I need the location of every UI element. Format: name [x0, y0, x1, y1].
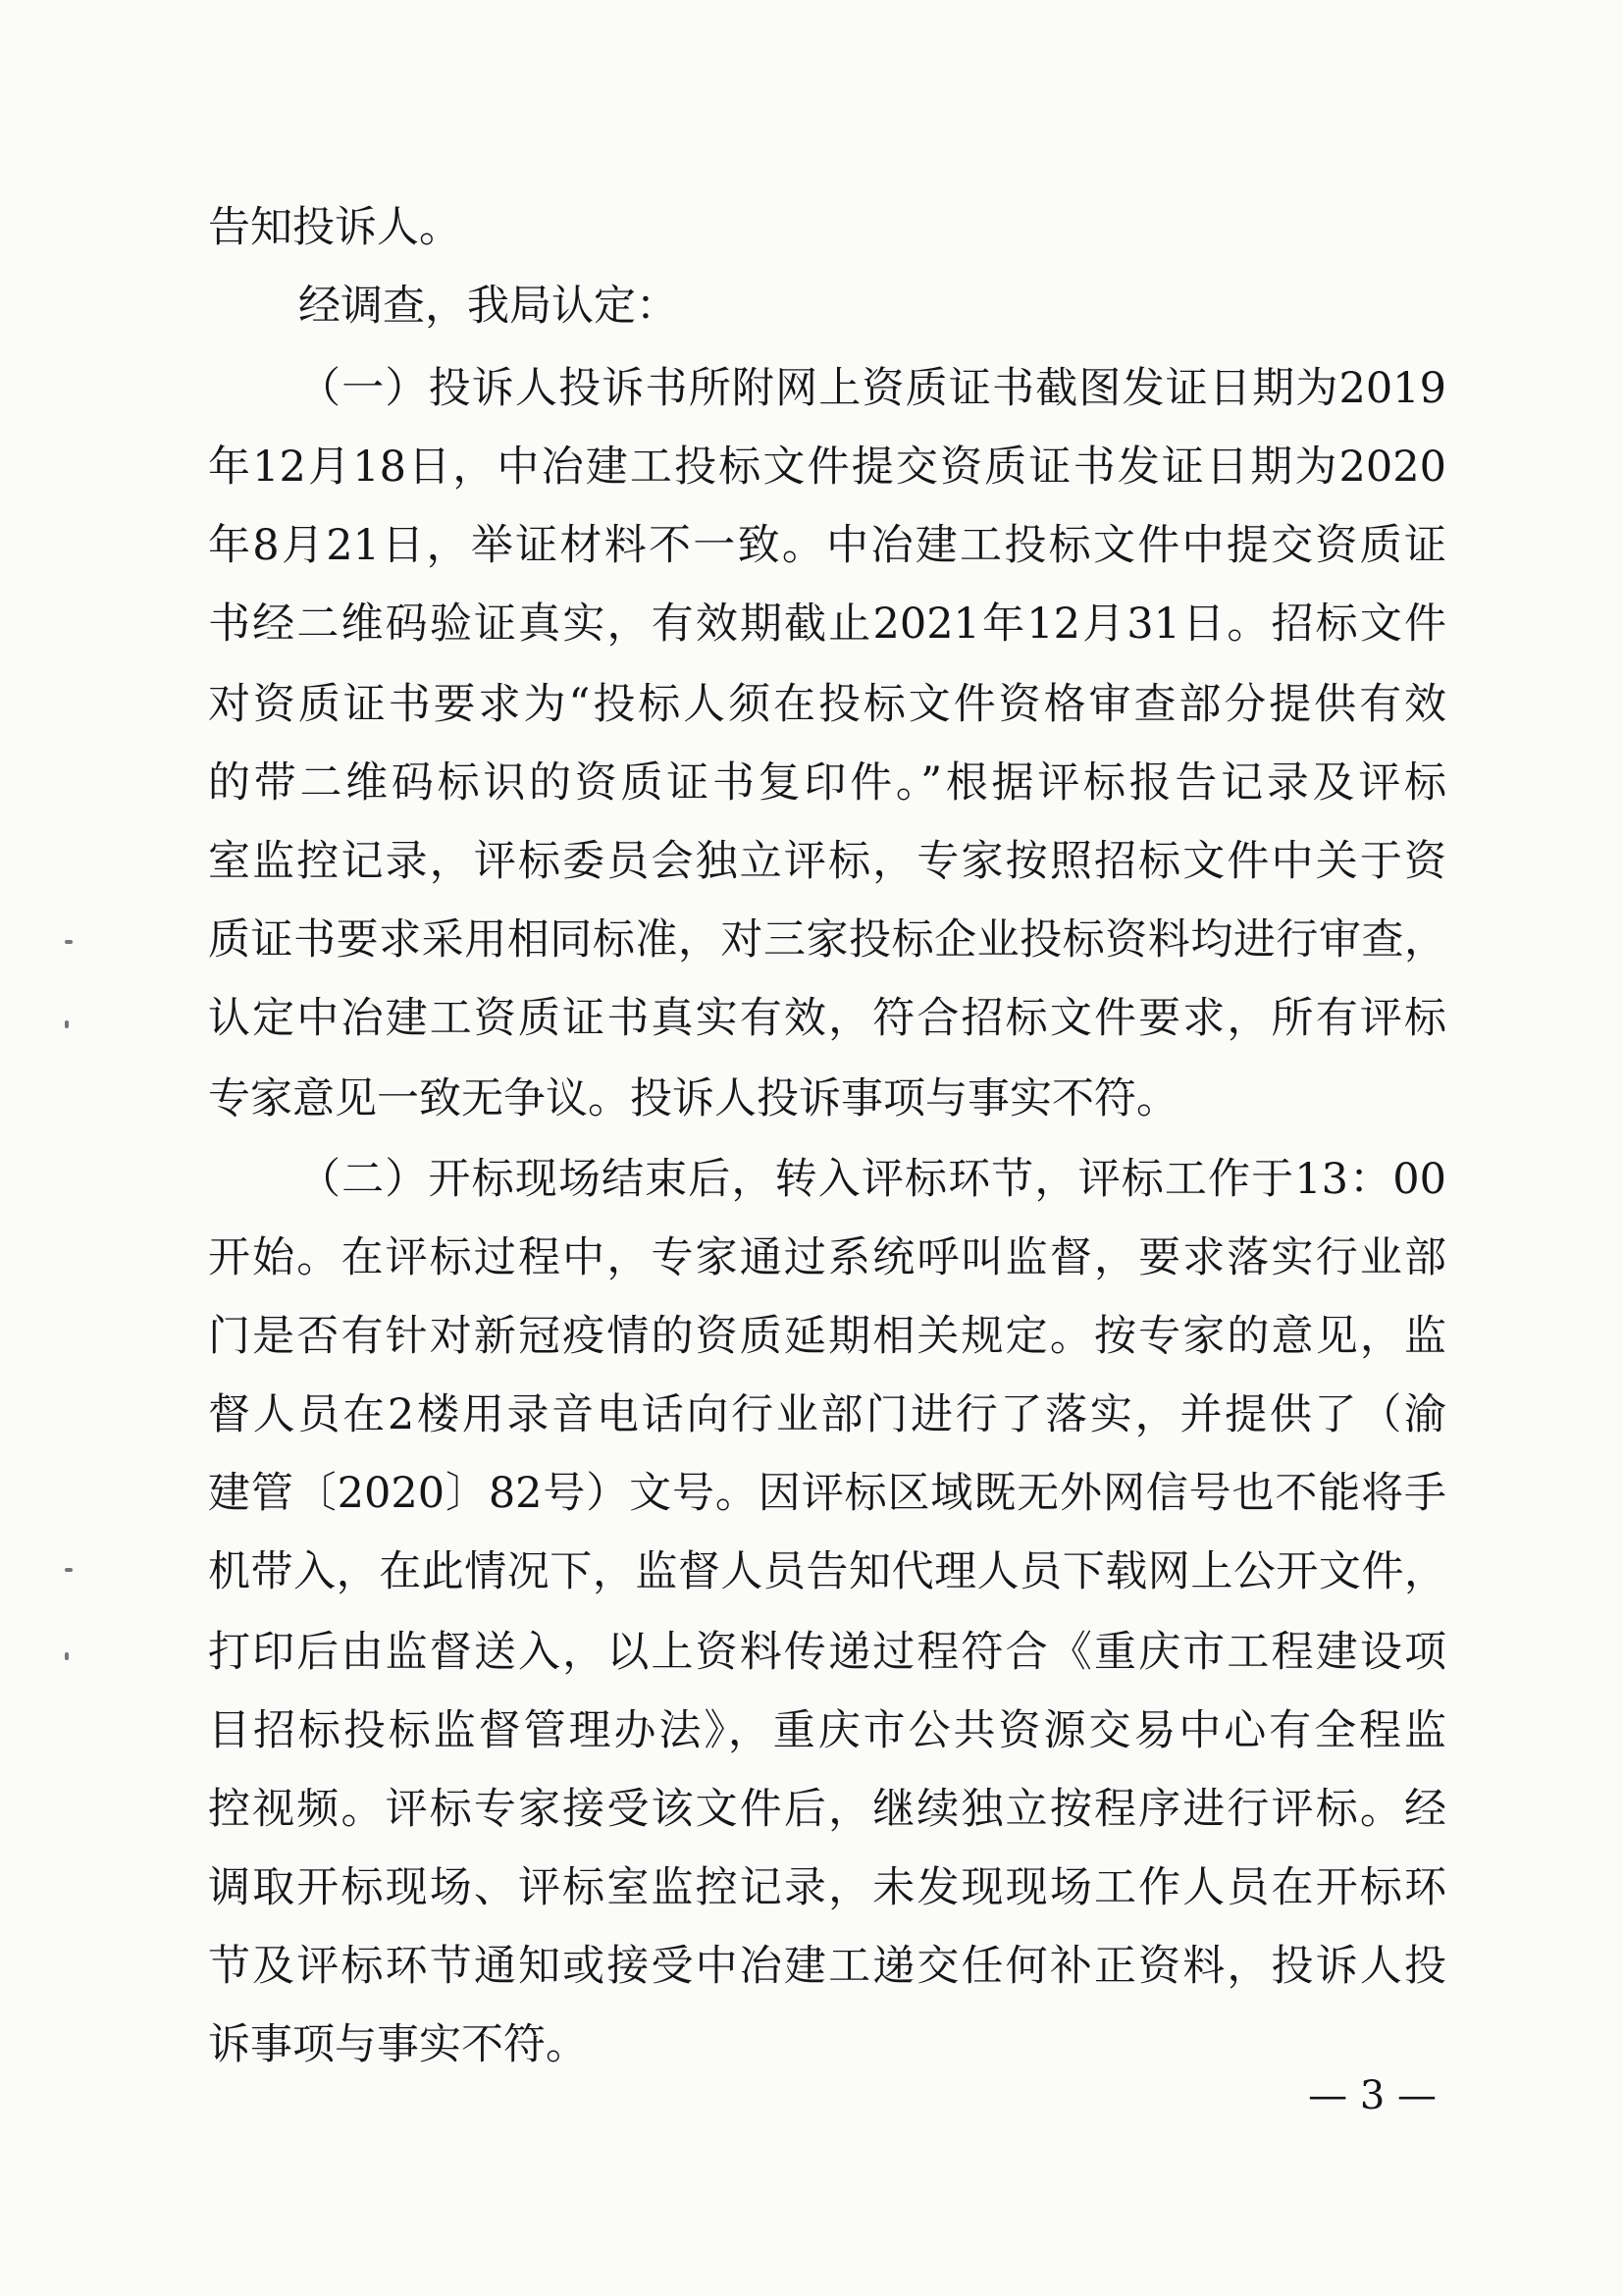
body-line: 室监控记录，评标委员会独立评标，专家按照招标文件中关于资 [208, 837, 1446, 886]
paragraph-two-start: （二）开标现场结束后，转入评标环节，评标工作于13：00 [298, 1155, 1446, 1204]
body-line: 质证书要求采用相同标准，对三家投标企业投标资料均进行审查， [208, 915, 1446, 965]
binding-mark [65, 1652, 69, 1660]
body-line: 的带二维码标识的资质证书复印件。”根据评标报告记录及评标 [208, 758, 1446, 808]
binding-mark [65, 1568, 73, 1572]
body-line: 认定中冶建工资质证书真实有效，符合招标文件要求，所有评标 [208, 994, 1446, 1043]
paragraph-one-start: （一）投诉人投诉书所附网上资质证书截图发证日期为2019 [298, 364, 1446, 413]
body-line: 调取开标现场、评标室监控记录，未发现现场工作人员在开标环 [208, 1863, 1446, 1912]
page-number: — 3 — [1308, 2073, 1437, 2118]
body-line: 对资质证书要求为“投标人须在投标文件资格审查部分提供有效 [208, 680, 1446, 729]
body-line: 诉事项与事实不符。 [208, 2020, 588, 2069]
body-line: 专家意见一致无争议。投诉人投诉事项与事实不符。 [208, 1074, 1178, 1123]
body-line: 年12月18日，中冶建工投标文件提交资质证书发证日期为2020 [208, 443, 1446, 492]
body-line: 控视频。评标专家接受该文件后，继续独立按程序进行评标。经 [208, 1785, 1446, 1834]
binding-mark [65, 940, 73, 944]
paragraph-intro: 经调查，我局认定： [298, 282, 678, 331]
body-line: 建管〔2020〕82号）文号。因评标区域既无外网信号也不能将手 [208, 1469, 1446, 1518]
body-line: 开始。在评标过程中，专家通过系统呼叫监督，要求落实行业部 [208, 1233, 1446, 1282]
binding-mark [65, 1020, 69, 1028]
body-line: 门是否有针对新冠疫情的资质延期相关规定。按专家的意见，监 [208, 1312, 1446, 1361]
body-line: 年8月21日，举证材料不一致。中冶建工投标文件中提交资质证 [208, 521, 1446, 570]
body-line: 目招标投标监督管理办法》，重庆市公共资源交易中心有全程监 [208, 1706, 1446, 1755]
body-line: 节及评标环节通知或接受中冶建工递交任何补正资料，投诉人投 [208, 1942, 1446, 1991]
body-line: 书经二维码验证真实，有效期截止2021年12月31日。招标文件 [208, 600, 1446, 649]
body-line: 打印后由监督送入，以上资料传递过程符合《重庆市工程建设项 [208, 1628, 1446, 1677]
body-line: 机带入，在此情况下，监督人员告知代理人员下载网上公开文件， [208, 1547, 1446, 1596]
body-line: 告知投诉人。 [208, 203, 461, 252]
body-line: 督人员在2楼用录音电话向行业部门进行了落实，并提供了（渝 [208, 1390, 1446, 1439]
